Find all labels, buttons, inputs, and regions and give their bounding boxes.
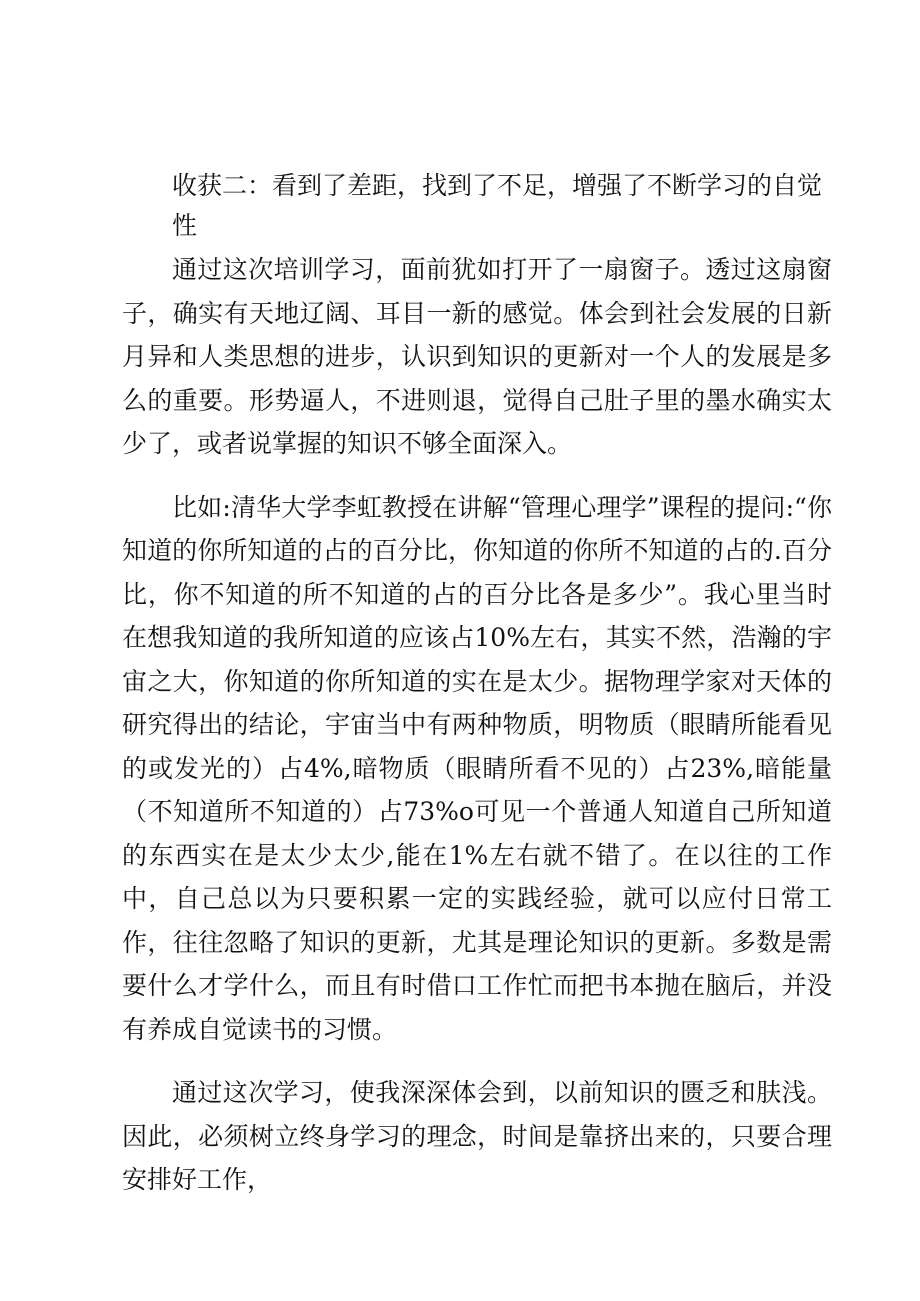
section-heading: 收获二：看到了差距，找到了不足，增强了不断学习的自觉性 bbox=[172, 171, 823, 240]
paragraph-1: 通过这次培训学习，面前犹如打开了一扇窗子。透过这扇窗子，确实有天地辽阔、耳目一新的感觉。体会到社会发展的日新月异和人类思想的进步，认识到知识的更新对一个人的发展是多么的重要。形势逼人，不进则退，觉得自己肚子里的墨水确实太少了，或者说掌握的知识不够全面深入。 bbox=[122, 255, 832, 458]
paragraph-3: 通过这次学习，使我深深体会到，以前知识的匮乏和肤浅。因此，必须树立终身学习的理念，时间是靠挤出来的，只要合理安排好工作， bbox=[122, 1078, 832, 1194]
paragraph-2: 比如:清华大学李虹教授在讲解“管理心理学”课程的提问:“你知道的你所知道的占的百分比，你知道的你所不知道的占的.百分比，你不知道的所不知道的占的百分比各是多少”。我心里当时在想我知道的我所知道的应该占10%左右，其实不然，浩瀚的宇宙之大，你知道的你所知道的实在是太少。据物理学家对天体的研究得出的结论，宇宙当中有两种物质，明物质（眼睛所能看见的或发光的）占4%,暗物质（眼睛所看不见的）占23%,暗能量（不知道所不知道的）占73%o可见一个普通人知道自己所知道的东西实在是太少太少,能在1%左右就不错了。在以往的工作中，自己总以为只要积累一定的实践经验，就可以应付日常工作，往往忽略了知识的更新，尤其是理论知识的更新。多数是需要什么才学什么，而且有时借口工作忙而把书本抛在脑后，并没有养成自觉读书的习惯。 bbox=[122, 492, 832, 1044]
document-body bbox=[122, 166, 832, 1216]
